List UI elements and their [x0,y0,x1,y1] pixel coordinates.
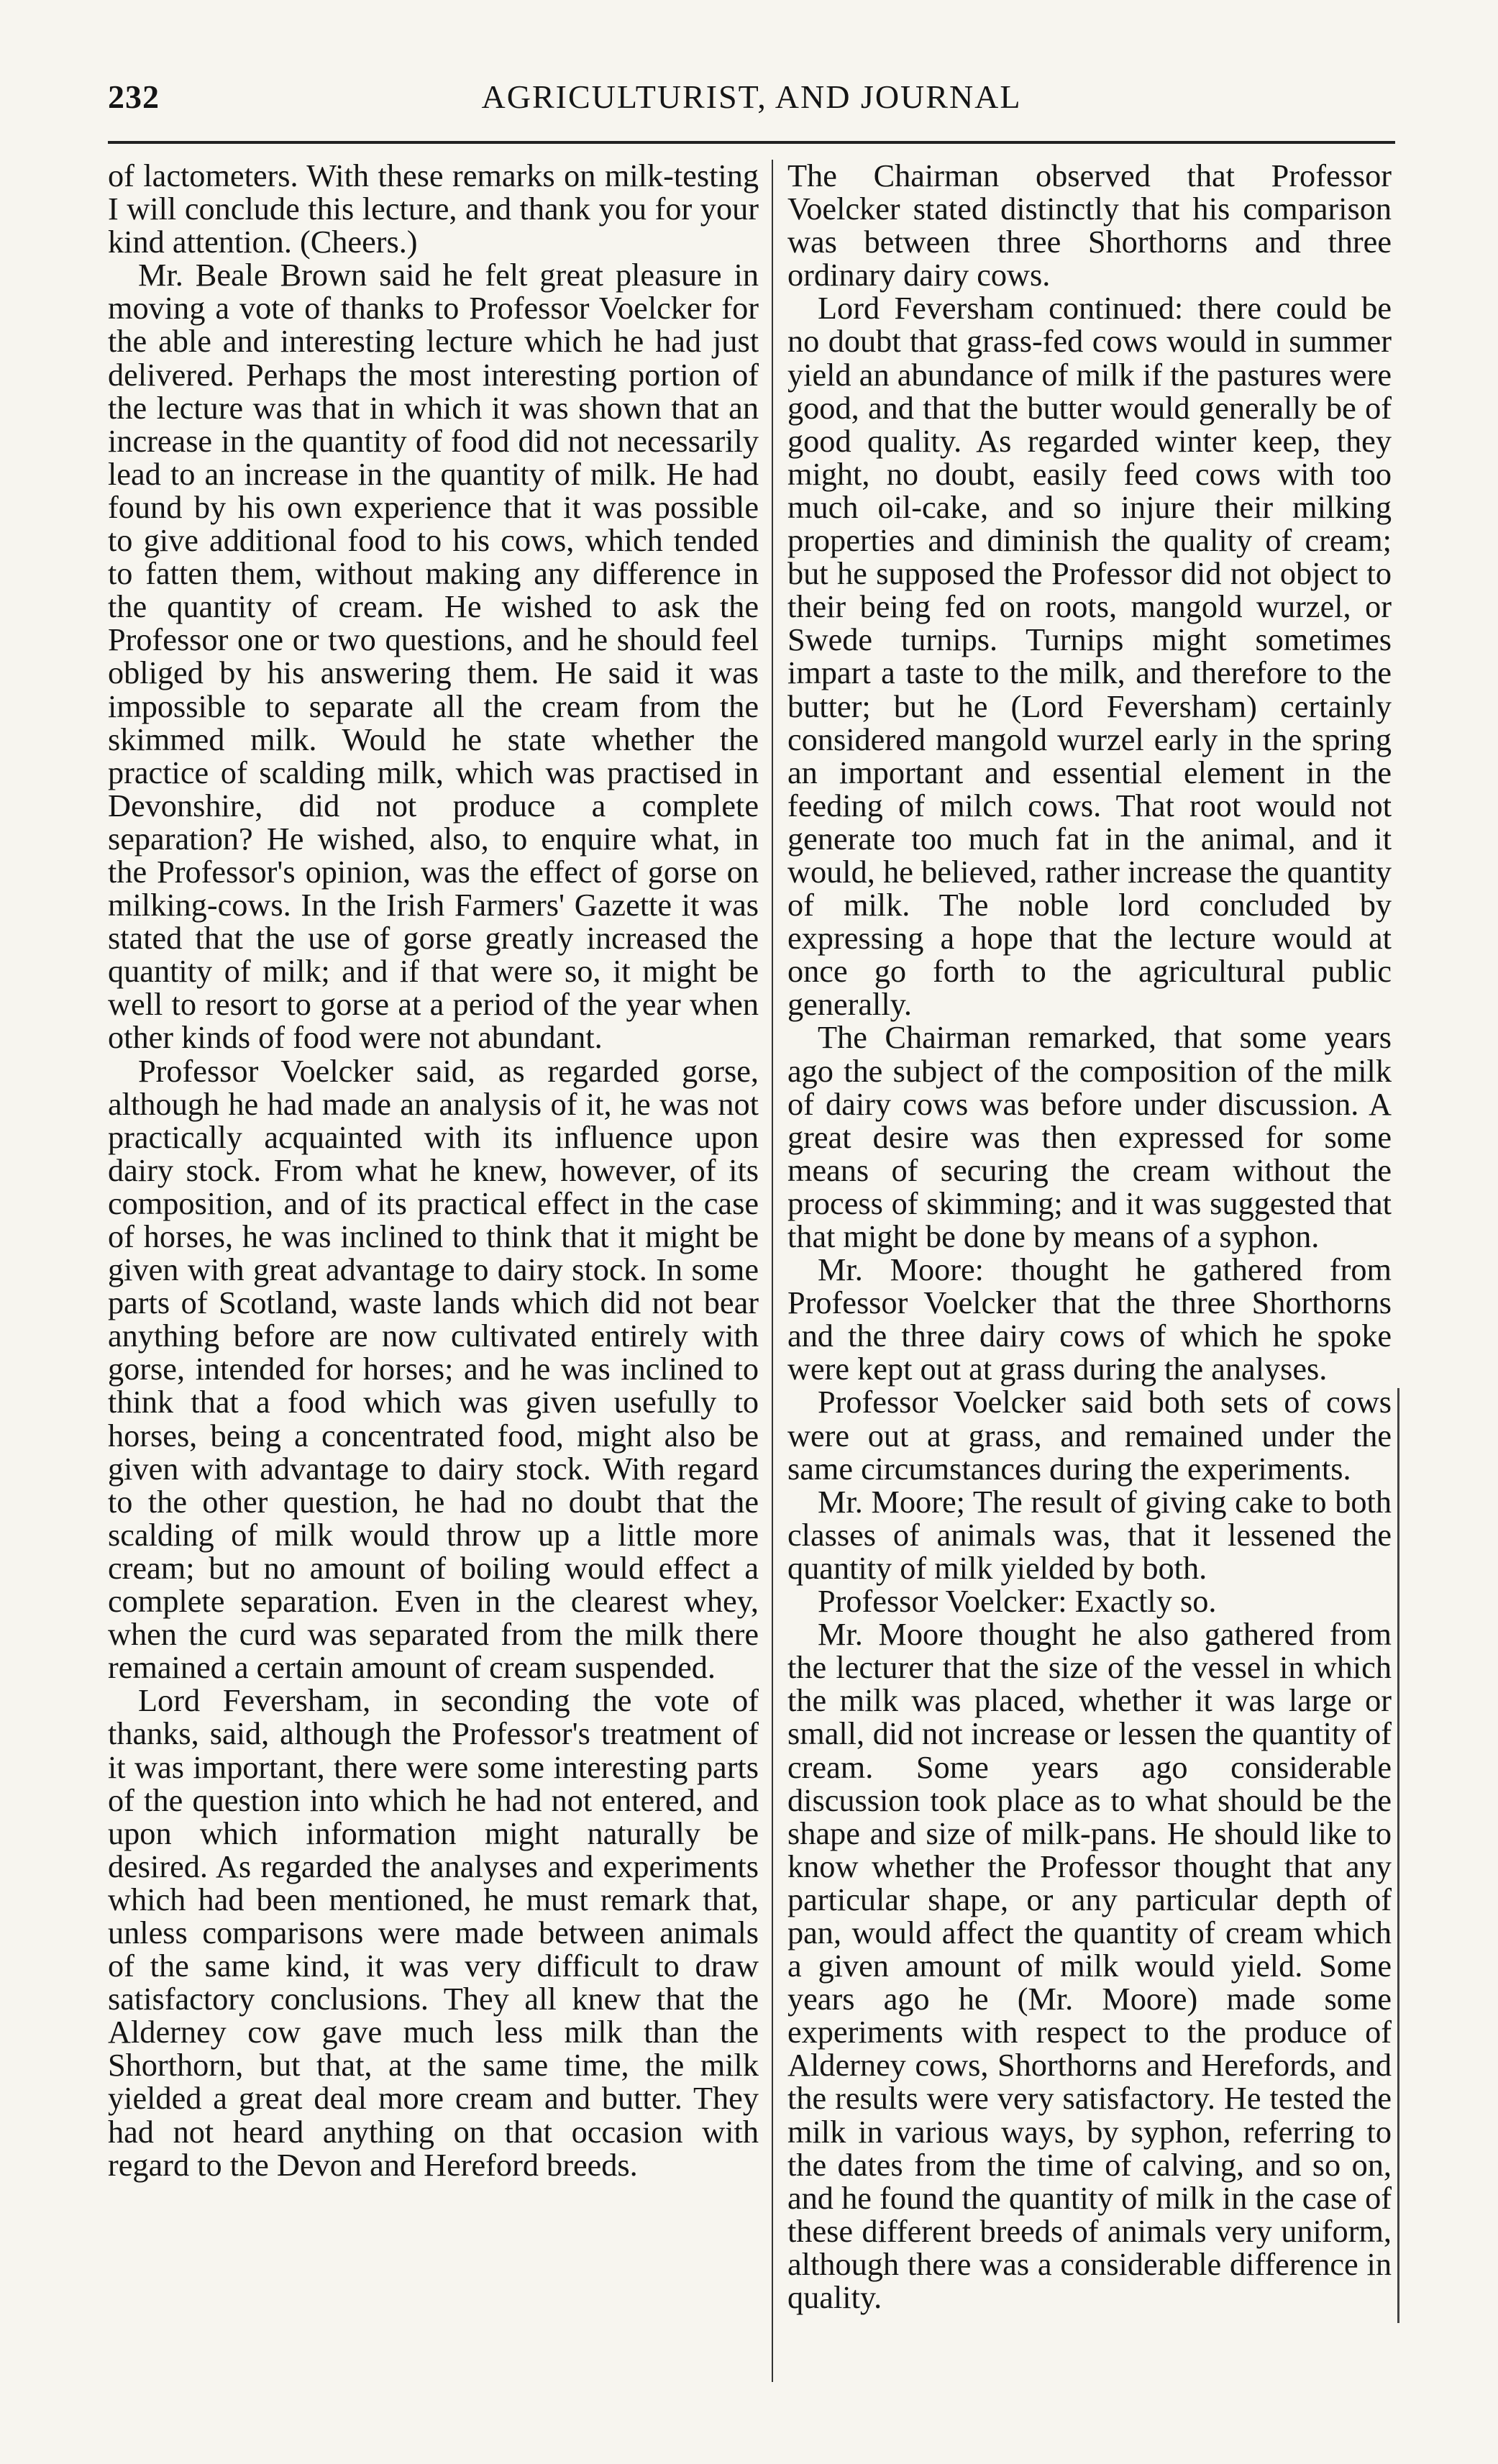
binding-edge-rule [1397,1388,1399,2323]
paragraph: The Chairman observed that Professor Voelcker stated distinctly that his comparison was between three Shorthorns and three ordinary dairy cows. [787,158,1392,293]
header-rule [108,141,1395,144]
paragraph: Mr. Moore: thought he gathered from Professor Voelcker that the three Shorthorns and the three dairy cows of which he spoke were kept out at grass during the analyses. [787,1252,1392,1387]
paragraph: The Chairman remarked, that some years ago the subject of the composition of the milk of dairy cows was before under discussion. A great desire was then expressed for some means of securing the cream without the process of skimming; and it was suggested that that might be done by means of a syphon. [787,1020,1392,1254]
right-column [787,160,1392,2314]
left-column [108,160,759,2182]
paragraph: Lord Feversham, in seconding the vote of thanks, said, although the Professor's treatment of it was important, there were some interesting parts of the question into which he had not entered, and upon which information might naturally be desired. As regarded the analyses and experiments which had been mentioned, he must remark that, unless comparisons were made between animals of the same kind, it was very difficult to draw satisfactory conclusions. They all knew that the Alderney cow gave much less milk than the Shorthorn, but that, at the same time, the milk yielded a great deal more cream and butter. They had not heard anything on that occasion with regard to the Devon and Hereford breeds. [108,1683,759,2183]
running-head: AGRICULTURIST, AND JOURNAL [481,78,1022,115]
paragraph: Mr. Moore thought he also gathered from the lecturer that the size of the vessel in which the milk was placed, whether it was large or small, did not increase or lessen the quantity of cream. Some years ago considerable discussion took place as to what should be the shape and size of milk-pans. He should like to know whether the Professor thought that any particular shape, or any particular depth of pan, would affect the quantity of cream which a given amount of milk would yield. Some years ago he (Mr. Moore) made some experiments with respect to the produce of Alderney cows, Shorthorns and Herefords, and the results were very satisfactory. He tested the milk in various ways, by syphon, referring to the dates from the time of calving, and so on, and he found the quantity of milk in the case of these different breeds of animals very uniform, although there was a considerable difference in quality. [787,1617,1392,2315]
paragraph: Lord Feversham continued: there could be no doubt that grass-fed cows would in summer yield an abundance of milk if the pastures were good, and that the butter would generally be of good quality. As regarded winter keep, they might, no doubt, easily feed cows with too much oil-cake, and so injure their milking properties and diminish the quality of cream; but he supposed the Professor did not object to their being fed on roots, mangold wurzel, or Swede turnips. Turnips might sometimes impart a taste to the milk, and therefore to the butter; but he (Lord Feversham) certainly considered mangold wurzel early in the spring an important and essential element in the feeding of milch cows. That root would not generate too much fat in the animal, and it would, he believed, rather increase the quantity of milk. The noble lord concluded by expressing a hope that the lecture would at once go forth to the agricultural public generally. [787,291,1392,1023]
paragraph: Professor Voelcker said, as regarded gorse, although he had made an analysis of it, he was not practically acquainted with its influence upon dairy stock. From what he knew, however, of its composition, and of its practical effect in the case of horses, he was inclined to think that it might be given with great advantage to dairy stock. In some parts of Scotland, waste lands which did not bear anything before are now cultivated entirely with gorse, intended for horses; and he was inclined to think that a food which was given usefully to horses, being a concentrated food, might also be given with advantage to dairy stock. With regard to the other question, he had no doubt that the scalding of milk would throw up a little more cream; but no amount of boiling would effect a complete separation. Even in the clearest whey, when the curd was separated from the milk there remained a certain amount of cream suspended. [108,1053,759,1686]
page-header [108,78,1395,121]
paragraph: Professor Voelcker: Exactly so. [818,1584,1217,1620]
paragraph: Mr. Moore; The result of giving cake to both classes of animals was, that it lessened the quantity of milk yielded by both. [787,1484,1392,1586]
page-number: 232 [108,78,160,115]
paragraph: Professor Voelcker said both sets of cows were out at grass, and remained under the same circumstances during the experiments. [787,1384,1392,1487]
paragraph: Mr. Beale Brown said he felt great pleasure in moving a vote of thanks to Professor Voelcker for the able and interesting lecture which he had just delivered. Perhaps the most interesting portion of the lecture was that in which it was shown that an increase in the quantity of food did not necessarily lead to an increase in the quantity of milk. He had found by his own experience that it was possible to give additional food to his cows, which tended to fatten them, without making any difference in the quantity of cream. He wished to ask the Professor one or two questions, and he should feel obliged by his answering them. He said it was impossible to separate all the cream from the skimmed milk. Would he state whether the practice of scalding milk, which was practised in Devonshire, did not produce a complete separation? He wished, also, to enquire what, in the Professor's opinion, was the effect of gorse on milking-cows. In the Irish Farmers' Gazette it was stated that the use of gorse greatly increased the quantity of milk; and if that were so, it might be well to resort to gorse at a period of the year when other kinds of food were not abundant. [108,257,759,1056]
paragraph: of lactometers. With these remarks on milk-testing I will conclude this lecture, and thank you for your kind attention. (Cheers.) [108,158,759,260]
column-divider [772,160,773,2382]
